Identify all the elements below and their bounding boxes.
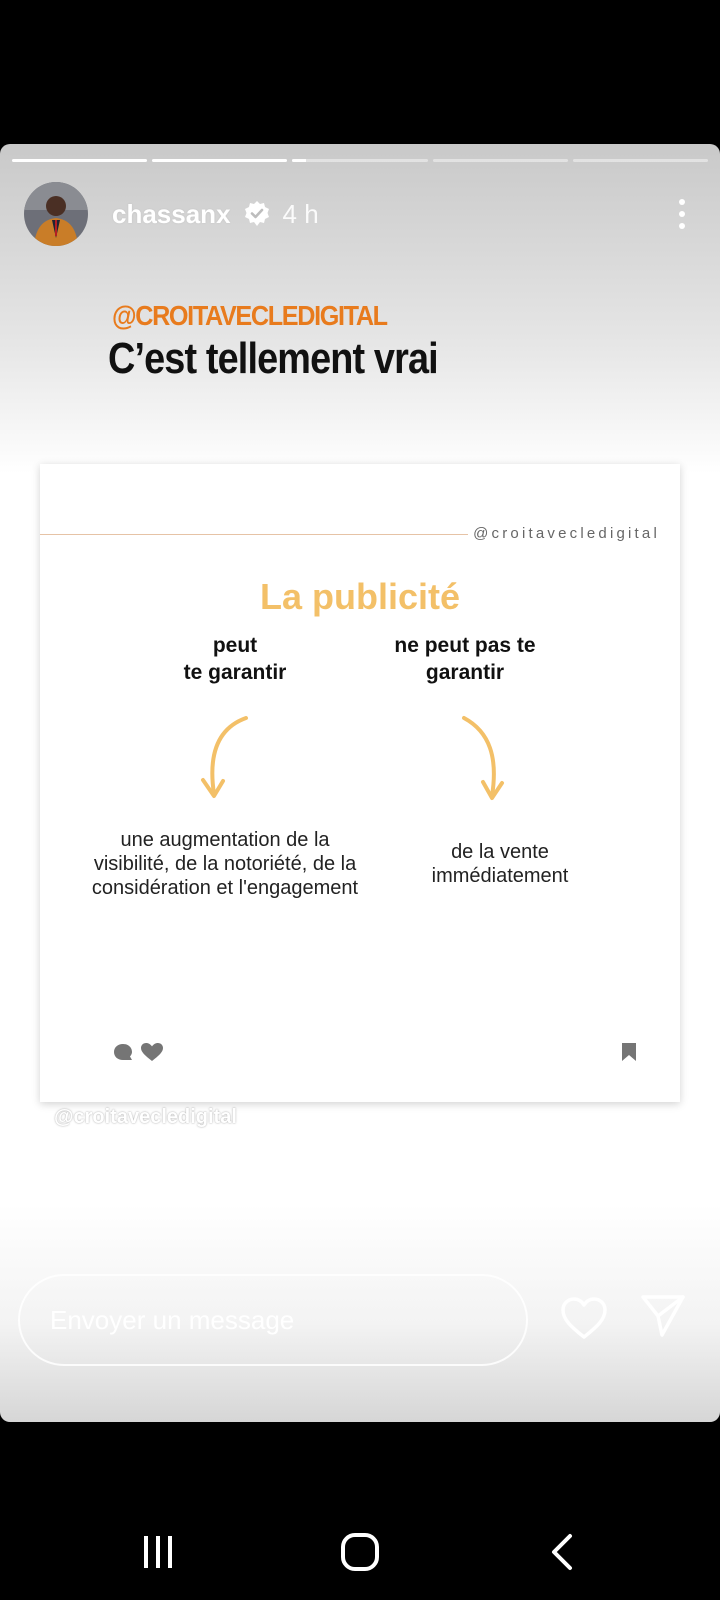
story-viewer[interactable] [0,144,720,1422]
send-icon[interactable] [640,1294,686,1338]
more-vertical-icon[interactable] [668,194,696,234]
progress-segment [292,159,427,162]
home-icon [340,1532,380,1572]
recent-apps-icon [140,1534,176,1570]
story-progress-bar [12,159,708,162]
curved-arrow-right-icon [450,714,510,804]
message-input[interactable] [18,1274,528,1366]
progress-segment [12,159,147,162]
username[interactable]: chassanx [112,198,231,229]
card-title: La publicité [259,576,461,617]
curved-arrow-left-icon [190,714,250,804]
right-column-heading: ne peut pas te garantir [394,634,536,684]
home-button[interactable] [330,1530,390,1574]
avatar[interactable] [24,182,88,246]
shared-post-card[interactable] [40,464,680,1102]
bookmark-icon [620,1042,638,1062]
recent-apps-button[interactable] [128,1530,188,1574]
back-button[interactable] [532,1530,592,1574]
story-caption: C’est tellement vrai [108,334,438,383]
right-column-text: de la vente immédiatement [431,841,569,887]
progress-segment [433,159,568,162]
left-column-heading: peut te garantir [183,634,287,684]
comment-icon [112,1042,134,1062]
verified-badge-icon [243,200,271,228]
heart-icon[interactable] [560,1296,608,1340]
story-timestamp: 4 h [282,198,319,229]
story-watermark: @croitavecledigital [54,1106,237,1128]
progress-segment [152,159,287,162]
system-navigation-bar [0,1500,720,1600]
card-reactions [112,1042,164,1062]
story-header [24,182,696,246]
progress-segment [573,159,708,162]
divider [40,534,468,535]
left-column-text: une augmentation de la visibilité, de la notoriété, de la considération et l'engagement [91,829,359,899]
card-watermark: @croitavecledigital [473,525,660,542]
heart-icon [140,1042,164,1062]
back-icon [548,1532,576,1572]
mention-tag[interactable]: @CROITAVECLEDIGITAL [112,300,387,331]
